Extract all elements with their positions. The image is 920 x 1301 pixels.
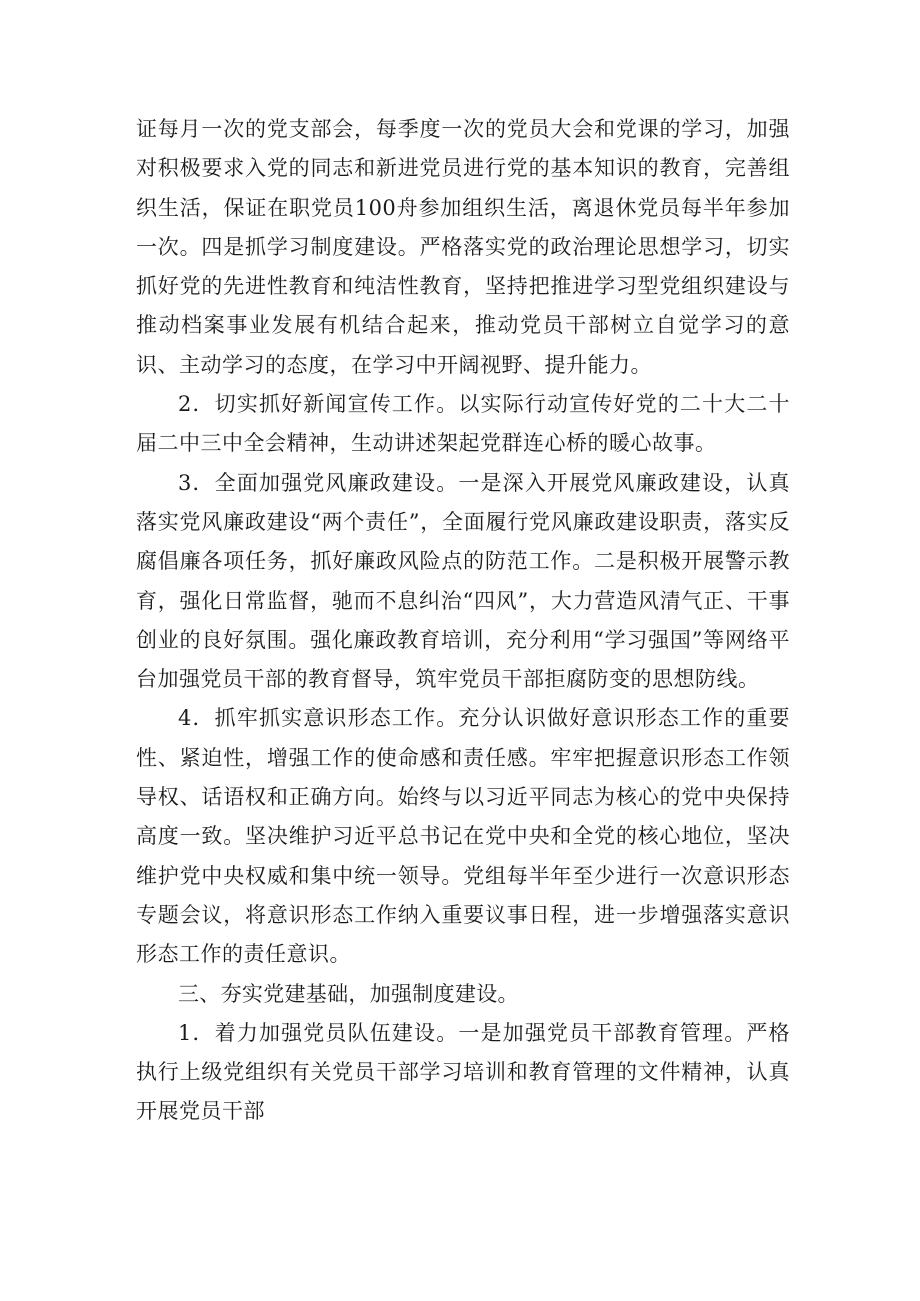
paragraph-party-integrity: 3．全面加强党风廉政建设。一是深入开展党风廉政建设，认真落实党风廉政建设“两个责任”，全面履行党风廉政建设职责，落实反腐倡廉各项任务，抓好廉政风险点的防范工作。二是积极开展警示教育，强化日常监督，驰而不息纠治“四风”，大力营造风清气正、干事创业的良好氛围。强化廉政教育培训，充分利用“学习强国”等网络平台加强党员干部的教育督导，筑牢党员干部拒腐防变的思想防线。: [136, 470, 790, 692]
paragraph-member-team: 1．着力加强党员队伍建设。一是加强党员干部教育管理。严格执行上级党组织有关党员干部学习培训和教育管理的文件精神，认真开展党员干部: [136, 1020, 790, 1124]
paragraph-ideology-work: 4．抓牢抓实意识形态工作。充分认识做好意识形态工作的重要性、紧迫性，增强工作的使命感和责任感。牢牢把握意识形态工作领导权、话语权和正确方向。始终与以习近平同志为核心的党中央保持高度一致。坚决维护习近平总书记在党中央和全党的核心地位，坚决维护党中央权威和集中统一领导。党组每半年至少进行一次意识形态专题会议，将意识形态工作纳入重要议事日程，进一步增强落实意识形态工作的责任意识。: [136, 706, 790, 967]
section-heading: 三、夯实党建基础，加强制度建设。: [178, 981, 519, 1006]
document-page: [136, 110, 790, 1132]
paragraph-continuation: 证每月一次的党支部会，每季度一次的党员大会和党课的学习，加强对积极要求入党的同志和新进党员进行党的基本知识的教育，完善组织生活，保证在职党员100舟参加组织生活，离退休党员每半年参加一次。四是抓学习制度建设。严格落实党的政治理论思想学习，切实抓好党的先进性教育和纯洁性教育，坚持把推进学习型党组织建设与推动档案事业发展有机结合起来，推动党员干部树立自觉学习的意识、主动学习的态度，在学习中开阔视野、提升能力。: [136, 117, 790, 377]
paragraph-news-publicity: 2．切实抓好新闻宣传工作。以实际行动宣传好党的二十大二十届二中三中全会精神，生动讲述架起党群连心桥的暖心故事。: [136, 392, 790, 456]
